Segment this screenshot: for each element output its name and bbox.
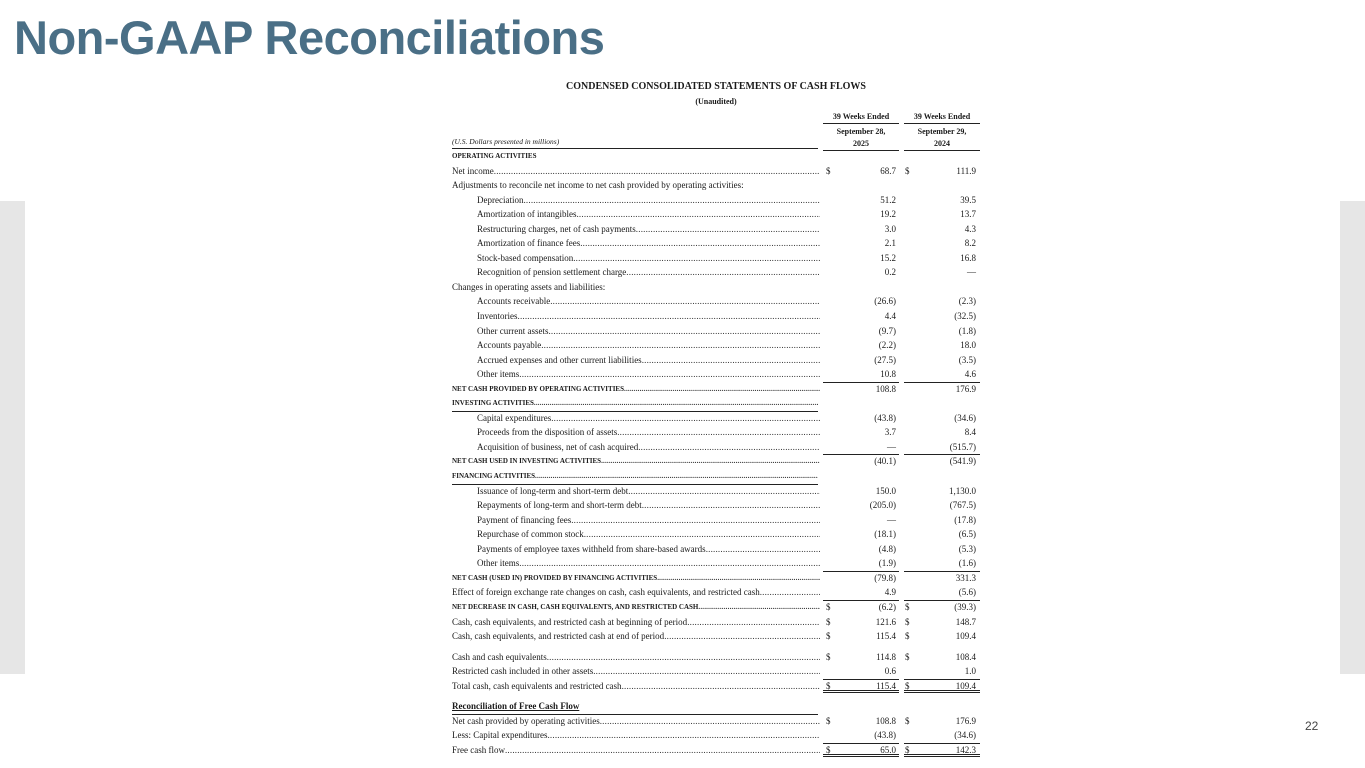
row-label xyxy=(477,236,820,251)
row-label xyxy=(477,411,820,426)
row-label xyxy=(452,164,820,179)
value-2024: 176.9 xyxy=(955,383,976,394)
row-label-text: FINANCING ACTIVITIES xyxy=(452,472,536,481)
page-number: 22 xyxy=(1305,719,1319,733)
table-row xyxy=(452,728,980,743)
value-2024: 109.4 xyxy=(955,680,976,691)
row-label-text: Other items xyxy=(477,558,520,569)
value-2024: 4.3 xyxy=(964,223,976,234)
table-row xyxy=(452,454,980,469)
value-2025: 115.4 xyxy=(876,631,896,642)
currency-symbol: $ xyxy=(826,715,831,726)
row-label xyxy=(452,571,820,586)
value-2025: 10.8 xyxy=(880,369,896,380)
row-label-text: OPERATING ACTIVITIES xyxy=(452,152,537,160)
row-label-text: Adjustments to reconcile net income to net cash provided by operating activities: xyxy=(452,180,744,191)
row-label xyxy=(452,149,820,164)
cash-flow-statement xyxy=(452,80,980,757)
value-2024: — xyxy=(967,267,976,278)
row-label xyxy=(477,513,820,528)
value-2025: 150.0 xyxy=(875,485,896,496)
row-label-text: Cash, cash equivalents, and restricted cash at end of period xyxy=(452,631,665,642)
column-period: 39 Weeks Ended xyxy=(904,111,980,124)
value-2025: (6.2) xyxy=(878,601,896,612)
table-row xyxy=(452,650,980,665)
value-2024: (5.6) xyxy=(958,587,976,598)
row-label-text: Accounts payable xyxy=(477,340,542,351)
value-2025: 4.9 xyxy=(884,587,896,598)
value-2025: 0.6 xyxy=(884,666,896,677)
row-label xyxy=(452,664,820,679)
currency-symbol: $ xyxy=(905,631,910,642)
currency-symbol: $ xyxy=(826,631,831,642)
row-label-text: Reconciliation of Free Cash Flow xyxy=(452,701,580,712)
value-2024: (2.3) xyxy=(958,296,976,307)
row-label-text: Restructuring charges, net of cash payments xyxy=(477,223,636,234)
table-row xyxy=(452,164,980,179)
table-row xyxy=(452,629,980,644)
table-row xyxy=(452,714,980,729)
table-row xyxy=(452,280,980,295)
value-2024: 1.0 xyxy=(964,666,976,677)
value-2024: 331.3 xyxy=(955,572,976,583)
row-label xyxy=(452,469,818,485)
currency-symbol: $ xyxy=(826,601,831,612)
currency-symbol: $ xyxy=(905,616,910,627)
currency-symbol: $ xyxy=(826,744,831,755)
column-header-2024 xyxy=(904,111,980,151)
table-row xyxy=(452,556,980,571)
row-label xyxy=(452,615,820,630)
value-2025: 4.4 xyxy=(884,311,896,322)
value-2024: (541.9) xyxy=(949,456,976,467)
value-2025: 3.7 xyxy=(884,427,896,438)
value-2025: (43.8) xyxy=(874,730,896,741)
value-2025: (2.2) xyxy=(878,340,896,351)
table-row xyxy=(452,294,980,309)
value-2024: 108.4 xyxy=(955,651,976,662)
row-label-text: Changes in operating assets and liabilities: xyxy=(452,281,606,292)
row-label xyxy=(477,440,820,455)
currency-symbol: $ xyxy=(826,680,831,691)
left-side-band xyxy=(0,201,25,674)
statement-rows xyxy=(452,149,980,757)
table-row xyxy=(452,513,980,528)
row-label xyxy=(452,728,820,743)
row-label xyxy=(477,265,820,280)
row-label-text: Capital expenditures xyxy=(477,412,552,423)
table-row xyxy=(452,396,980,411)
row-label-text: NET CASH (USED IN) PROVIDED BY FINANCING ACTIVITIES xyxy=(452,573,658,582)
statement-subtitle: (Unaudited) xyxy=(695,97,737,106)
value-2025: — xyxy=(887,441,896,452)
table-row xyxy=(452,664,980,679)
table-row xyxy=(452,440,980,455)
value-2024: (515.7) xyxy=(949,441,976,452)
row-label xyxy=(477,353,820,368)
table-row xyxy=(452,542,980,557)
row-label xyxy=(477,193,820,208)
value-2024: 111.9 xyxy=(956,165,976,176)
column-period: 39 Weeks Ended xyxy=(823,111,899,124)
row-label xyxy=(477,484,820,499)
currency-symbol: $ xyxy=(905,744,910,755)
table-row xyxy=(452,743,980,758)
row-label-text: Depreciation xyxy=(477,194,524,205)
table-row xyxy=(452,193,980,208)
row-label-text: Amortization of intangibles xyxy=(477,209,577,220)
value-2025: 65.0 xyxy=(880,744,896,755)
table-row xyxy=(452,571,980,586)
value-2024: 4.6 xyxy=(964,369,976,380)
table-row xyxy=(452,265,980,280)
row-label-text: Total cash, cash equivalents and restricted cash xyxy=(452,680,622,691)
right-side-band xyxy=(1340,201,1365,674)
row-label xyxy=(452,629,820,644)
value-2025: 3.0 xyxy=(884,223,896,234)
value-2024: 18.0 xyxy=(960,340,976,351)
value-2024: (1.6) xyxy=(958,558,976,569)
row-label xyxy=(477,294,820,309)
row-label-text: Effect of foreign exchange rate changes on cash, cash equivalents, and restricted cash xyxy=(452,587,760,598)
value-2024: (32.5) xyxy=(954,311,976,322)
row-label-text: Other items xyxy=(477,369,520,380)
value-2025: 15.2 xyxy=(880,252,896,263)
value-2024: 13.7 xyxy=(960,209,976,220)
row-label xyxy=(452,454,820,469)
column-date: September 28, xyxy=(836,127,886,136)
row-label xyxy=(452,585,820,600)
value-2024: 8.2 xyxy=(964,238,976,249)
value-2024: 176.9 xyxy=(955,715,976,726)
table-row xyxy=(452,178,980,193)
currency-symbol: $ xyxy=(826,165,831,176)
statement-title: CONDENSED CONSOLIDATED STATEMENTS OF CASH FLOWS xyxy=(566,81,866,92)
row-label-text: Repayments of long-term and short-term debt xyxy=(477,500,642,511)
column-year: 2024 xyxy=(904,138,980,151)
table-row xyxy=(452,324,980,339)
table-row xyxy=(452,338,980,353)
column-header xyxy=(452,111,980,149)
table-row xyxy=(452,251,980,266)
table-row xyxy=(452,679,980,694)
row-label xyxy=(452,382,820,397)
row-label xyxy=(477,207,820,222)
row-label-text: INVESTING ACTIVITIES xyxy=(452,399,534,408)
column-date: September 29, xyxy=(917,127,967,136)
currency-symbol: $ xyxy=(905,601,910,612)
row-label-text: Recognition of pension settlement charge xyxy=(477,267,627,278)
table-row xyxy=(452,382,980,397)
row-label xyxy=(477,367,820,382)
value-2024: (5.3) xyxy=(958,543,976,554)
value-2025: (43.8) xyxy=(874,412,896,423)
value-2024: (34.6) xyxy=(954,730,976,741)
row-label-text: Repurchase of common stock xyxy=(477,529,584,540)
row-label-text: Amortization of finance fees xyxy=(477,238,581,249)
table-row xyxy=(452,527,980,542)
row-label xyxy=(452,396,818,412)
row-label-text: NET DECREASE IN CASH, CASH EQUIVALENTS, AND RESTRICTED CASH xyxy=(452,602,699,611)
value-2025: 114.8 xyxy=(876,651,896,662)
row-label xyxy=(452,714,820,729)
table-row xyxy=(452,425,980,440)
row-label xyxy=(452,650,820,665)
row-label-text: Net income xyxy=(452,165,494,176)
table-row xyxy=(452,353,980,368)
row-label xyxy=(452,178,820,193)
value-2024: 148.7 xyxy=(955,616,976,627)
row-label xyxy=(477,542,820,557)
row-label xyxy=(477,309,820,324)
row-label xyxy=(452,280,820,295)
row-label-text: Less: Capital expenditures xyxy=(452,730,548,741)
value-2024: (17.8) xyxy=(954,514,976,525)
value-2025: 51.2 xyxy=(880,194,896,205)
value-2025: 68.7 xyxy=(880,165,896,176)
table-row xyxy=(452,149,980,164)
row-label xyxy=(477,324,820,339)
value-2024: (6.5) xyxy=(958,529,976,540)
value-2025: (9.7) xyxy=(878,325,896,336)
row-label-text: Accounts receivable xyxy=(477,296,551,307)
row-label-text: Issuance of long-term and short-term debt xyxy=(477,485,629,496)
row-label xyxy=(452,699,818,715)
value-2025: (205.0) xyxy=(869,500,896,511)
slide-title: Non-GAAP Reconciliations xyxy=(14,11,605,64)
value-2025: (79.8) xyxy=(874,572,896,583)
row-label-text: Payments of employee taxes withheld from share-based awards xyxy=(477,543,706,554)
value-2025: 115.4 xyxy=(876,680,896,691)
value-2025: (40.1) xyxy=(874,456,896,467)
currency-symbol: $ xyxy=(905,165,910,176)
table-row xyxy=(452,236,980,251)
table-row xyxy=(452,367,980,382)
row-label xyxy=(452,743,820,758)
value-2025: 108.8 xyxy=(875,715,896,726)
row-label-text: Restricted cash included in other assets xyxy=(452,666,594,677)
row-label-text: Inventories xyxy=(477,311,518,322)
value-2025: (18.1) xyxy=(874,529,896,540)
table-row xyxy=(452,615,980,630)
table-row xyxy=(452,484,980,499)
table-row xyxy=(452,498,980,513)
currency-symbol: $ xyxy=(826,616,831,627)
row-label-text: Other current assets xyxy=(477,325,549,336)
row-label-text: Payment of financing fees xyxy=(477,514,572,525)
value-2025: 0.2 xyxy=(884,267,896,278)
currency-symbol: $ xyxy=(905,651,910,662)
row-label xyxy=(452,600,820,615)
unit-note: (U.S. Dollars presented in millions) xyxy=(452,135,818,149)
value-2024: (34.6) xyxy=(954,412,976,423)
row-label xyxy=(477,338,820,353)
value-2025: 2.1 xyxy=(884,238,896,249)
currency-symbol: $ xyxy=(826,651,831,662)
currency-symbol: $ xyxy=(905,715,910,726)
value-2024: (39.3) xyxy=(954,601,976,612)
value-2024: (767.5) xyxy=(949,500,976,511)
row-label-text: Net cash provided by operating activities xyxy=(452,715,600,726)
table-row xyxy=(452,585,980,600)
value-2025: (4.8) xyxy=(878,543,896,554)
row-label-text: Accrued expenses and other current liabilities xyxy=(477,354,642,365)
row-label-text: Stock-based compensation xyxy=(477,252,574,263)
row-label xyxy=(477,222,820,237)
value-2025: 108.8 xyxy=(875,383,896,394)
row-label xyxy=(477,425,820,440)
row-label-text: Cash, cash equivalents, and restricted cash at beginning of period xyxy=(452,616,688,627)
row-label xyxy=(477,498,820,513)
value-2025: (1.9) xyxy=(878,558,896,569)
value-2024: 142.3 xyxy=(955,744,976,755)
row-label-text: NET CASH PROVIDED BY OPERATING ACTIVITIES xyxy=(452,384,624,393)
table-row xyxy=(452,411,980,426)
value-2024: (1.8) xyxy=(958,325,976,336)
row-label-text: Cash and cash equivalents xyxy=(452,651,547,662)
row-label xyxy=(452,679,820,694)
table-row xyxy=(452,699,980,714)
table-row xyxy=(452,600,980,615)
table-row xyxy=(452,207,980,222)
value-2025: — xyxy=(887,514,896,525)
row-label-text: NET CASH USED IN INVESTING ACTIVITIES xyxy=(452,457,602,466)
value-2025: 121.6 xyxy=(875,616,896,627)
row-label xyxy=(477,527,820,542)
value-2024: 8.4 xyxy=(964,427,976,438)
value-2025: (27.5) xyxy=(874,354,896,365)
value-2025: (26.6) xyxy=(874,296,896,307)
table-row xyxy=(452,469,980,484)
row-label xyxy=(477,251,820,266)
column-year: 2025 xyxy=(823,138,899,151)
row-label-text: Free cash flow xyxy=(452,744,505,755)
table-row xyxy=(452,309,980,324)
row-label-text: Acquisition of business, net of cash acquired xyxy=(477,441,639,452)
value-2024: 16.8 xyxy=(960,252,976,263)
currency-symbol: $ xyxy=(905,680,910,691)
row-label-text: Proceeds from the disposition of assets xyxy=(477,427,618,438)
value-2024: 39.5 xyxy=(960,194,976,205)
value-2025: 19.2 xyxy=(880,209,896,220)
value-2024: (3.5) xyxy=(958,354,976,365)
column-header-2025 xyxy=(823,111,899,151)
value-2024: 1,130.0 xyxy=(949,485,976,496)
table-row xyxy=(452,222,980,237)
value-2024: 109.4 xyxy=(955,631,976,642)
row-label xyxy=(477,556,820,571)
